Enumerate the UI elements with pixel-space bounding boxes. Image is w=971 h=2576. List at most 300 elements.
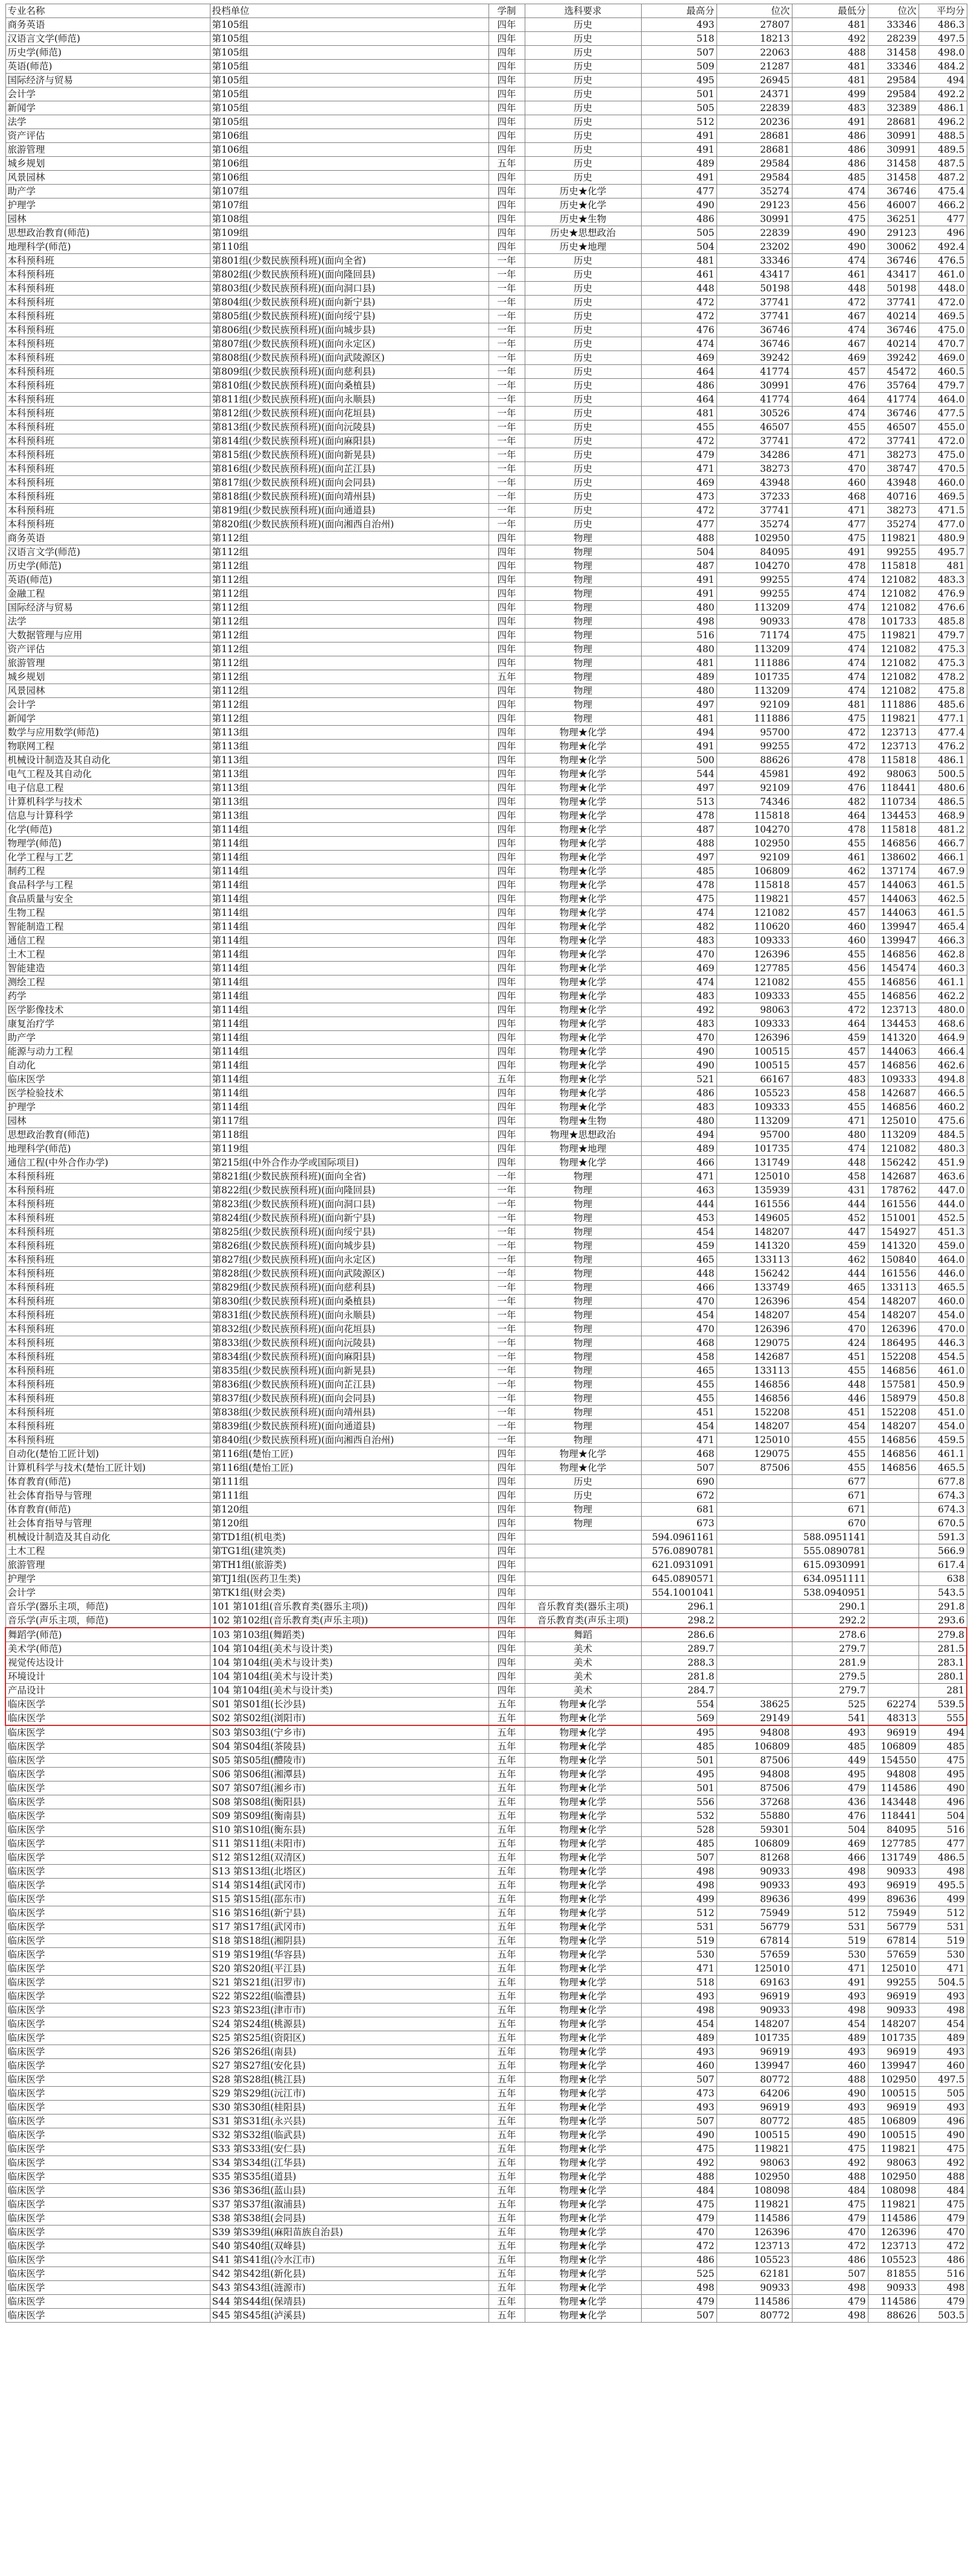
cell-min-score: 490 [792, 240, 868, 254]
cell-max-rank: 142687 [716, 1350, 792, 1364]
cell-min-score: 464 [792, 393, 868, 407]
cell-avg-score: 454.0 [919, 1420, 967, 1433]
table-row [5, 1558, 967, 1572]
cell-max-rank: 113209 [716, 642, 792, 656]
table-row [5, 351, 967, 365]
cell-major: 能源与动力工程 [5, 1045, 210, 1059]
cell-max-rank: 64206 [716, 2087, 792, 2101]
cell-min-rank: 31458 [868, 46, 919, 60]
cell-max-rank: 129075 [716, 1336, 792, 1350]
cell-subject-req: 物理★化学 [525, 1962, 641, 1976]
cell-min-score: 485 [792, 1740, 868, 1754]
cell-major: 助产学 [5, 185, 210, 198]
cell-max-rank: 39242 [716, 351, 792, 365]
cell-max-score: 501 [641, 1781, 716, 1795]
cell-min-rank: 127785 [868, 1837, 919, 1851]
table-row [5, 2295, 967, 2309]
table-row [5, 726, 967, 740]
cell-min-score: 531 [792, 1920, 868, 1934]
table-row [5, 2101, 967, 2114]
cell-major: 智能建造 [5, 962, 210, 976]
cell-subject-req: 物理★化学 [525, 906, 641, 920]
cell-unit: S27 第S27组(安化县) [210, 2059, 489, 2073]
cell-max-score: 516 [641, 629, 716, 642]
cell-subject-req: 物理★化学 [525, 1031, 641, 1045]
cell-max-score: 556 [641, 1795, 716, 1809]
table-row [5, 2059, 967, 2073]
table-row [5, 823, 967, 837]
cell-avg-score: 493 [919, 2101, 967, 2114]
cell-subject-req: 物理 [525, 615, 641, 629]
cell-major: 思想政治教育(师范) [5, 226, 210, 240]
cell-unit: 第112组 [210, 587, 489, 601]
cell-major: 临床医学 [5, 1754, 210, 1768]
cell-major: 通信工程(中外合作办学) [5, 1156, 210, 1170]
cell-min-rank: 161556 [868, 1267, 919, 1281]
cell-min-rank: 142687 [868, 1087, 919, 1100]
cell-min-score: 448 [792, 1378, 868, 1392]
table-row [5, 1656, 967, 1670]
cell-duration: 五年 [489, 2114, 525, 2128]
cell-major: 风景园林 [5, 684, 210, 698]
cell-max-rank: 18213 [716, 32, 792, 46]
cell-subject-req: 物理★化学 [525, 878, 641, 892]
cell-min-rank [868, 1531, 919, 1544]
cell-min-rank: 38273 [868, 504, 919, 518]
cell-max-score: 490 [641, 2128, 716, 2142]
cell-min-rank: 101735 [868, 2031, 919, 2045]
cell-major: 音乐学(声乐主项，师范) [5, 1614, 210, 1628]
cell-max-score: 505 [641, 101, 716, 115]
cell-duration: 四年 [489, 198, 525, 212]
cell-major: 资产评估 [5, 642, 210, 656]
cell-max-score: 463 [641, 1184, 716, 1198]
cell-max-score: 281.8 [641, 1670, 716, 1684]
cell-subject-req: 物理★化学 [525, 1087, 641, 1100]
cell-min-rank: 152208 [868, 1350, 919, 1364]
cell-min-rank: 75949 [868, 1906, 919, 1920]
cell-unit: 第812组(少数民族预科班)(面向花垣县) [210, 407, 489, 420]
cell-min-rank: 38747 [868, 462, 919, 476]
cell-subject-req: 物理 [525, 1309, 641, 1322]
cell-min-rank: 28239 [868, 32, 919, 46]
cell-unit: S08 第S08组(衡阳县) [210, 1795, 489, 1809]
cell-unit: 第113组 [210, 726, 489, 740]
cell-min-score: 481 [792, 60, 868, 74]
cell-avg-score: 495.7 [919, 545, 967, 559]
cell-min-rank: 123713 [868, 2239, 919, 2253]
cell-subject-req: 物理★化学 [525, 2212, 641, 2225]
cell-avg-score: 504.5 [919, 1976, 967, 1990]
cell-subject-req: 物理★化学 [525, 2031, 641, 2045]
cell-max-rank: 89636 [716, 1892, 792, 1906]
table-row [5, 1433, 967, 1447]
cell-subject-req: 物理 [525, 1267, 641, 1281]
cell-min-score: 671 [792, 1489, 868, 1503]
cell-min-rank [868, 1642, 919, 1656]
cell-min-rank: 119821 [868, 629, 919, 642]
cell-avg-score: 486.3 [919, 18, 967, 32]
cell-unit: 第114组 [210, 1073, 489, 1087]
cell-max-rank: 59301 [716, 1823, 792, 1837]
cell-major: 会计学 [5, 1586, 210, 1600]
table-row [5, 864, 967, 878]
cell-subject-req: 物理 [525, 1433, 641, 1447]
cell-unit: 第824组(少数民族预科班)(面向新宁县) [210, 1211, 489, 1225]
cell-unit: 第811组(少数民族预科班)(面向永顺县) [210, 393, 489, 407]
cell-max-rank: 75949 [716, 1906, 792, 1920]
cell-major: 食品质量与安全 [5, 892, 210, 906]
cell-duration: 五年 [489, 2198, 525, 2212]
cell-subject-req: 历史★思想政治 [525, 226, 641, 240]
cell-unit: S35 第S35组(道县) [210, 2170, 489, 2184]
cell-min-score: 459 [792, 1239, 868, 1253]
cell-avg-score: 496.2 [919, 115, 967, 129]
cell-subject-req: 物理★化学 [525, 1990, 641, 2003]
cell-major: 土木工程 [5, 1544, 210, 1558]
cell-max-rank: 90933 [716, 1879, 792, 1892]
cell-min-score: 482 [792, 795, 868, 809]
cell-max-score: 507 [641, 2309, 716, 2323]
table-row [5, 2212, 967, 2225]
cell-duration: 一年 [489, 1406, 525, 1420]
cell-max-score: 289.7 [641, 1642, 716, 1656]
table-row [5, 1378, 967, 1392]
cell-unit: 第113组 [210, 753, 489, 767]
cell-min-rank: 156242 [868, 1156, 919, 1170]
cell-unit: 第808组(少数民族预科班)(面向武陵源区) [210, 351, 489, 365]
cell-duration: 四年 [489, 920, 525, 934]
cell-max-rank: 121082 [716, 976, 792, 989]
cell-max-rank: 46507 [716, 420, 792, 434]
cell-duration: 一年 [489, 1184, 525, 1198]
cell-subject-req: 物理★化学 [525, 2059, 641, 2073]
cell-unit: 104 第104组(美术与设计类) [210, 1642, 489, 1656]
cell-max-score: 470 [641, 1322, 716, 1336]
cell-unit: 第106组 [210, 129, 489, 143]
cell-subject-req: 物理★化学 [525, 1698, 641, 1712]
cell-duration: 五年 [489, 2017, 525, 2031]
cell-major: 临床医学 [5, 1781, 210, 1795]
cell-major: 会计学 [5, 698, 210, 712]
cell-major: 本科预科班 [5, 1198, 210, 1211]
table-row [5, 1768, 967, 1781]
cell-min-score: 475 [792, 2198, 868, 2212]
cell-max-score: 475 [641, 2198, 716, 2212]
cell-min-score: 486 [792, 157, 868, 171]
cell-major: 临床医学 [5, 2045, 210, 2059]
cell-min-score: 475 [792, 712, 868, 726]
cell-min-score: 455 [792, 837, 868, 851]
cell-min-rank: 146856 [868, 948, 919, 962]
table-row [5, 2087, 967, 2101]
cell-subject-req: 物理★化学 [525, 809, 641, 823]
cell-min-score: 486 [792, 2253, 868, 2267]
cell-major: 本科预科班 [5, 1281, 210, 1295]
cell-duration: 四年 [489, 962, 525, 976]
table-row [5, 1517, 967, 1531]
cell-min-score: 455 [792, 976, 868, 989]
cell-max-score: 493 [641, 1990, 716, 2003]
cell-min-rank [868, 1489, 919, 1503]
cell-max-rank: 115818 [716, 878, 792, 892]
cell-subject-req: 物理★化学 [525, 2142, 641, 2156]
cell-unit: 第107组 [210, 198, 489, 212]
cell-min-rank: 57659 [868, 1948, 919, 1962]
cell-max-score: 499 [641, 1892, 716, 1906]
cell-max-rank: 101735 [716, 2031, 792, 2045]
table-row [5, 767, 967, 781]
cell-min-rank: 43417 [868, 268, 919, 282]
cell-major: 计算机科学与技术 [5, 795, 210, 809]
cell-max-rank [716, 1489, 792, 1503]
cell-avg-score: 494.8 [919, 1073, 967, 1087]
cell-duration: 四年 [489, 129, 525, 143]
cell-min-score: 461 [792, 268, 868, 282]
cell-major: 临床医学 [5, 2225, 210, 2239]
cell-unit: 第838组(少数民族预科班)(面向靖州县) [210, 1406, 489, 1420]
cell-subject-req: 物理★化学 [525, 1712, 641, 1726]
cell-max-score: 286.6 [641, 1628, 716, 1642]
cell-avg-score: 477.1 [919, 712, 967, 726]
cell-duration: 五年 [489, 2087, 525, 2101]
cell-unit: 第111组 [210, 1489, 489, 1503]
cell-max-rank: 126396 [716, 1295, 792, 1309]
cell-min-score: 474 [792, 601, 868, 615]
cell-min-score: 472 [792, 1003, 868, 1017]
cell-max-rank: 133113 [716, 1364, 792, 1378]
cell-subject-req: 物理★化学 [525, 1976, 641, 1990]
cell-duration: 一年 [489, 1198, 525, 1211]
cell-min-score: 455 [792, 1364, 868, 1378]
cell-min-rank: 125010 [868, 1962, 919, 1976]
table-row [5, 892, 967, 906]
cell-duration: 四年 [489, 115, 525, 129]
cell-unit: 第114组 [210, 920, 489, 934]
cell-subject-req: 物理★化学 [525, 920, 641, 934]
cell-duration: 四年 [489, 1558, 525, 1572]
cell-major: 社会体育指导与管理 [5, 1517, 210, 1531]
cell-duration: 五年 [489, 1073, 525, 1087]
cell-duration: 一年 [489, 309, 525, 323]
cell-min-score: 490 [792, 226, 868, 240]
table-row [5, 1295, 967, 1309]
cell-max-score: 509 [641, 60, 716, 74]
cell-min-rank: 46507 [868, 420, 919, 434]
cell-max-score: 483 [641, 989, 716, 1003]
cell-subject-req: 物理 [525, 531, 641, 545]
cell-max-score: 486 [641, 212, 716, 226]
cell-avg-score: 447.0 [919, 1184, 967, 1198]
cell-subject-req: 物理 [525, 1336, 641, 1350]
cell-subject-req: 历史★生物 [525, 212, 641, 226]
cell-avg-score: 498 [919, 2281, 967, 2295]
cell-min-rank: 90933 [868, 2281, 919, 2295]
cell-max-rank: 36746 [716, 337, 792, 351]
cell-duration: 一年 [489, 268, 525, 282]
cell-major: 临床医学 [5, 2156, 210, 2170]
cell-max-score: 474 [641, 337, 716, 351]
cell-max-score: 576.0890781 [641, 1544, 716, 1558]
cell-avg-score: 531 [919, 1920, 967, 1934]
cell-subject-req: 物理★化学 [525, 976, 641, 989]
cell-unit: 第829组(少数民族预科班)(面向慈利县) [210, 1281, 489, 1295]
cell-major: 数学与应用数学(师范) [5, 726, 210, 740]
cell-max-score: 486 [641, 1087, 716, 1100]
cell-subject-req: 历史★地理 [525, 240, 641, 254]
cell-subject-req: 物理 [525, 1364, 641, 1378]
cell-unit: S37 第S37组(溆浦县) [210, 2198, 489, 2212]
cell-duration: 四年 [489, 1656, 525, 1670]
cell-avg-score: 555 [919, 1712, 967, 1726]
cell-max-score: 488 [641, 837, 716, 851]
table-row [5, 948, 967, 962]
table-row [5, 851, 967, 864]
table-row [5, 2156, 967, 2170]
cell-major: 临床医学 [5, 2253, 210, 2267]
cell-major: 临床医学 [5, 2281, 210, 2295]
cell-avg-score: 451.9 [919, 1156, 967, 1170]
cell-min-rank: 144063 [868, 878, 919, 892]
cell-duration: 四年 [489, 864, 525, 878]
cell-max-score: 454 [641, 1420, 716, 1433]
cell-subject-req: 物理★化学 [525, 2225, 641, 2239]
cell-max-rank: 74346 [716, 795, 792, 809]
cell-min-rank: 56779 [868, 1920, 919, 1934]
cell-unit: 第825组(少数民族预科班)(面向绥宁县) [210, 1225, 489, 1239]
cell-unit: S22 第S22组(临澧县) [210, 1990, 489, 2003]
cell-max-rank: 55880 [716, 1809, 792, 1823]
table-row [5, 1336, 967, 1350]
cell-max-score: 530 [641, 1948, 716, 1962]
table-row [5, 1740, 967, 1754]
cell-unit: 第816组(少数民族预科班)(面向芷江县) [210, 462, 489, 476]
cell-min-score: 488 [792, 46, 868, 60]
cell-max-rank: 133749 [716, 1281, 792, 1295]
cell-unit: S02 第S02组(浏阳市) [210, 1712, 489, 1726]
cell-min-rank: 81855 [868, 2267, 919, 2281]
cell-unit: S09 第S09组(衡南县) [210, 1809, 489, 1823]
table-row [5, 1781, 967, 1795]
table-row [5, 1170, 967, 1184]
table-row [5, 198, 967, 212]
cell-max-score: 513 [641, 795, 716, 809]
cell-min-rank: 146856 [868, 1433, 919, 1447]
cell-min-rank: 154927 [868, 1225, 919, 1239]
cell-unit: 第114组 [210, 1059, 489, 1073]
cell-unit: 第106组 [210, 143, 489, 157]
cell-major: 临床医学 [5, 1768, 210, 1781]
cell-min-rank [868, 1572, 919, 1586]
cell-subject-req: 物理★化学 [525, 1003, 641, 1017]
cell-unit: 第807组(少数民族预科班)(面向永定区) [210, 337, 489, 351]
cell-major: 临床医学 [5, 2295, 210, 2309]
cell-unit: 第826组(少数民族预科班)(面向城步县) [210, 1239, 489, 1253]
cell-max-score: 454 [641, 1309, 716, 1322]
table-row [5, 1392, 967, 1406]
cell-unit: 第840组(少数民族预科班)(面向湘西自治州) [210, 1433, 489, 1447]
cell-unit: S36 第S36组(蓝山县) [210, 2184, 489, 2198]
cell-min-score: 491 [792, 545, 868, 559]
cell-avg-score: 492.4 [919, 240, 967, 254]
table-row [5, 1045, 967, 1059]
cell-avg-score: 450.9 [919, 1378, 967, 1392]
cell-min-score: 279.7 [792, 1642, 868, 1656]
cell-duration: 一年 [489, 365, 525, 379]
cell-max-score: 296.1 [641, 1600, 716, 1614]
cell-duration: 四年 [489, 615, 525, 629]
cell-min-rank: 35274 [868, 518, 919, 531]
cell-unit: S43 第S43组(涟源市) [210, 2281, 489, 2295]
cell-subject-req: 物理★化学 [525, 2073, 641, 2087]
cell-avg-score: 461.1 [919, 976, 967, 989]
cell-min-score: 458 [792, 1087, 868, 1100]
cell-min-rank: 48313 [868, 1712, 919, 1726]
cell-major: 英语(师范) [5, 573, 210, 587]
cell-subject-req: 物理★化学 [525, 1865, 641, 1879]
table-row [5, 87, 967, 101]
cell-max-score: 288.3 [641, 1656, 716, 1670]
cell-min-score: 474 [792, 185, 868, 198]
cell-duration: 四年 [489, 1517, 525, 1531]
cell-max-rank: 148207 [716, 1309, 792, 1322]
cell-unit: 第839组(少数民族预科班)(面向通道县) [210, 1420, 489, 1433]
cell-min-rank: 30991 [868, 129, 919, 143]
cell-min-score: 670 [792, 1517, 868, 1531]
cell-max-score: 459 [641, 1239, 716, 1253]
cell-unit: S34 第S34组(江华县) [210, 2156, 489, 2170]
cell-max-rank: 126396 [716, 2225, 792, 2239]
table-row [5, 1503, 967, 1517]
cell-unit: 第114组 [210, 976, 489, 989]
cell-min-score: 493 [792, 1879, 868, 1892]
table-row [5, 1309, 967, 1322]
cell-avg-score: 475 [919, 2142, 967, 2156]
cell-duration: 一年 [489, 282, 525, 296]
cell-unit: 第114组 [210, 948, 489, 962]
cell-max-score: 465 [641, 1253, 716, 1267]
cell-avg-score: 674.3 [919, 1503, 967, 1517]
cell-min-rank: 99255 [868, 545, 919, 559]
cell-major: 医学影像技术 [5, 1003, 210, 1017]
cell-major: 临床医学 [5, 1976, 210, 1990]
cell-subject-req: 音乐教育类(器乐主项) [525, 1600, 641, 1614]
table-row [5, 462, 967, 476]
cell-major: 生物工程 [5, 906, 210, 920]
cell-min-rank: 114586 [868, 1781, 919, 1795]
cell-min-score: 498 [792, 2281, 868, 2295]
cell-duration: 四年 [489, 1489, 525, 1503]
cell-min-rank: 145474 [868, 962, 919, 976]
table-row [5, 1879, 967, 1892]
cell-avg-score: 481 [919, 559, 967, 573]
cell-avg-score: 470 [919, 2225, 967, 2239]
cell-unit: 第114组 [210, 878, 489, 892]
cell-min-score: 457 [792, 878, 868, 892]
cell-max-score: 569 [641, 1712, 716, 1726]
cell-unit: S28 第S28组(桃江县) [210, 2073, 489, 2087]
cell-subject-req: 物理★化学 [525, 2114, 641, 2128]
cell-min-score: 281.9 [792, 1656, 868, 1670]
cell-unit: 第821组(少数民族预科班)(面向全省) [210, 1170, 489, 1184]
table-row [5, 1795, 967, 1809]
cell-duration: 四年 [489, 1128, 525, 1142]
cell-unit: S29 第S29组(沅江市) [210, 2087, 489, 2101]
cell-unit: 第823组(少数民族预科班)(面向洞口县) [210, 1198, 489, 1211]
cell-max-rank: 104270 [716, 559, 792, 573]
cell-duration: 四年 [489, 1114, 525, 1128]
cell-duration: 四年 [489, 573, 525, 587]
